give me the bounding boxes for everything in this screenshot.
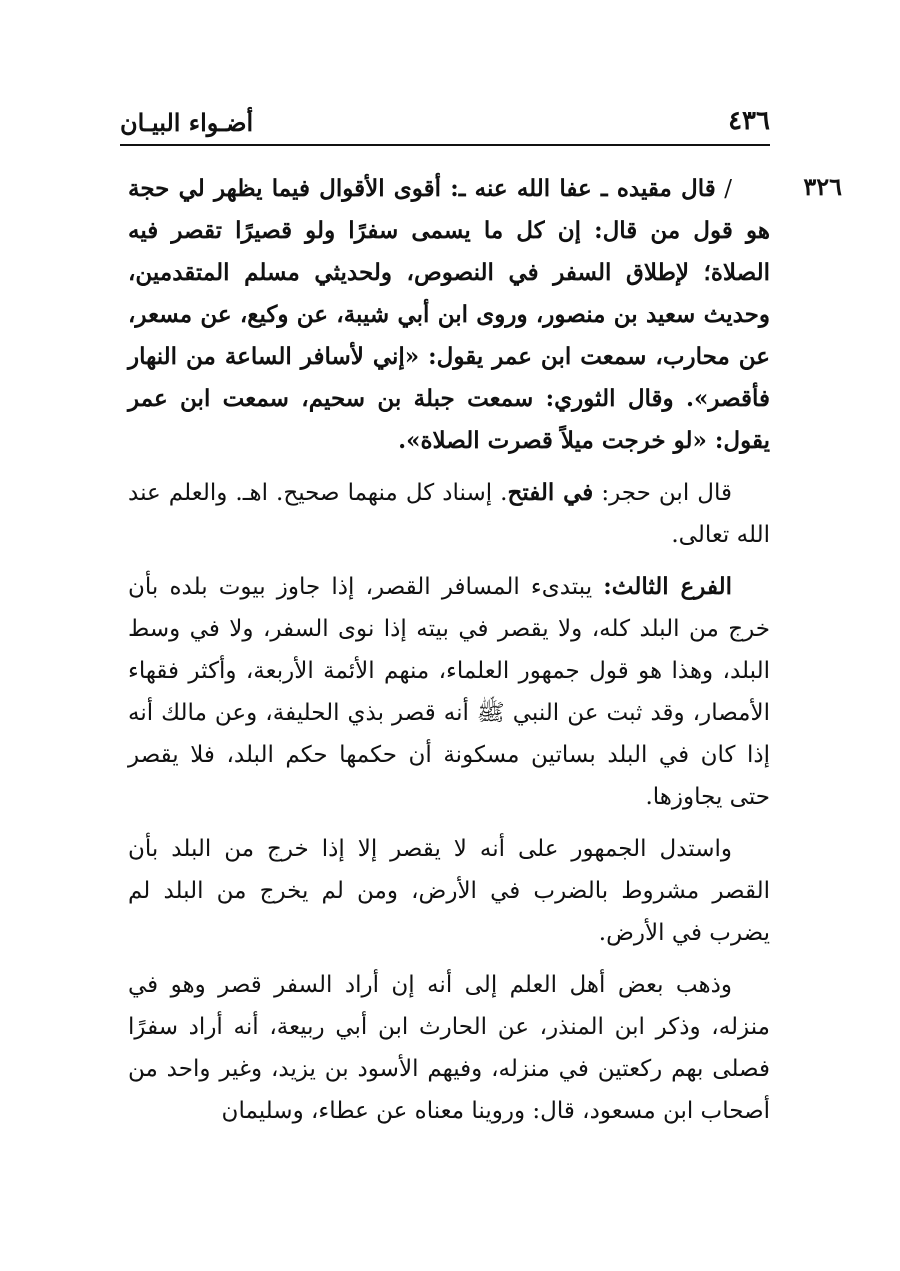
paragraph-4: واستدل الجمهور على أنه لا يقصر إلا إذا خرج من البلد بأن القصر مشروط بالضرب في الأرض، ومن لم يخرج من البلد لم يضرب في الأرض. xyxy=(128,836,770,946)
paragraph-2-lead: قال ابن حجر: xyxy=(593,480,732,506)
margin-page-reference: ٣٢٦ xyxy=(803,172,842,201)
paragraph-3-heading: الفرع الثالث: xyxy=(603,573,733,600)
page-number: ٤٣٦ xyxy=(728,106,770,136)
paragraph-5: وذهب بعض أهل العلم إلى أنه إن أراد السفر قصر وهو في منزله، وذكر ابن المنذر، عن الحارث ابن أبي ربيعة، أنه أراد سفرًا فصلى بهم ركعتين في منزله، وفيهم الأسود بن يزيد، وغير واحد من أصحاب ابن مسعود، قال: وروينا معناه عن عطاء، وسليمان xyxy=(128,972,770,1124)
paragraph-3 xyxy=(128,566,770,818)
header-divider xyxy=(120,144,770,146)
body-text xyxy=(128,168,770,1142)
paragraph-2-body: . إسناد كل منهما صحيح. اهـ. والعلم عند الله تعالى. xyxy=(128,480,770,548)
paragraph-1-bold-lead: قال مقيده ـ عفا الله عنه ـ: أقوى الأقوال فيما يظهر لي xyxy=(178,175,716,202)
paragraph-1 xyxy=(128,168,770,462)
page-header xyxy=(120,104,770,144)
paragraph-1-body: حجة هو قول من قال: إن كل ما يسمى سفرًا ولو قصيرًا تقصر فيه الصلاة؛ لإطلاق السفر في النصوص، ولحديثي مسلم المتقدمين، وحديث سعيد بن منصور، وروى ابن أبي شيبة، عن وكيع، عن مسعر، عن محارب، سمعت ابن عمر يقول: «إني لأسافر الساعة من النهار فأقصر». وقال الثوري: سمعت جبلة بن سحيم، سمعت ابن عمر يقول: «لو خرجت ميلاً قصرت الصلاة». xyxy=(128,175,770,454)
paragraph-2-source: في الفتح xyxy=(507,479,594,506)
book-title: أضـواء البيـان xyxy=(120,108,254,137)
paragraph-2 xyxy=(128,472,770,556)
paragraph-1-slash: / xyxy=(715,176,733,202)
paragraph-3-body: يبتدىء المسافر القصر، إذا جاوز بيوت بلده بأن خرج من البلد كله، ولا يقصر في بيته إذا نوى السفر، ولا في وسط البلد، وهذا هو قول جمهور العلماء، منهم الأئمة الأربعة، وأكثر فقهاء الأمصار، وقد ثبت عن النبي ﷺ أنه قصر بذي الحليفة، وعن مالك أنه إذا كان في البلد بساتين مسكونة أن حكمها حكم البلد، فلا يقصر حتى يجاوزها. xyxy=(128,574,770,810)
